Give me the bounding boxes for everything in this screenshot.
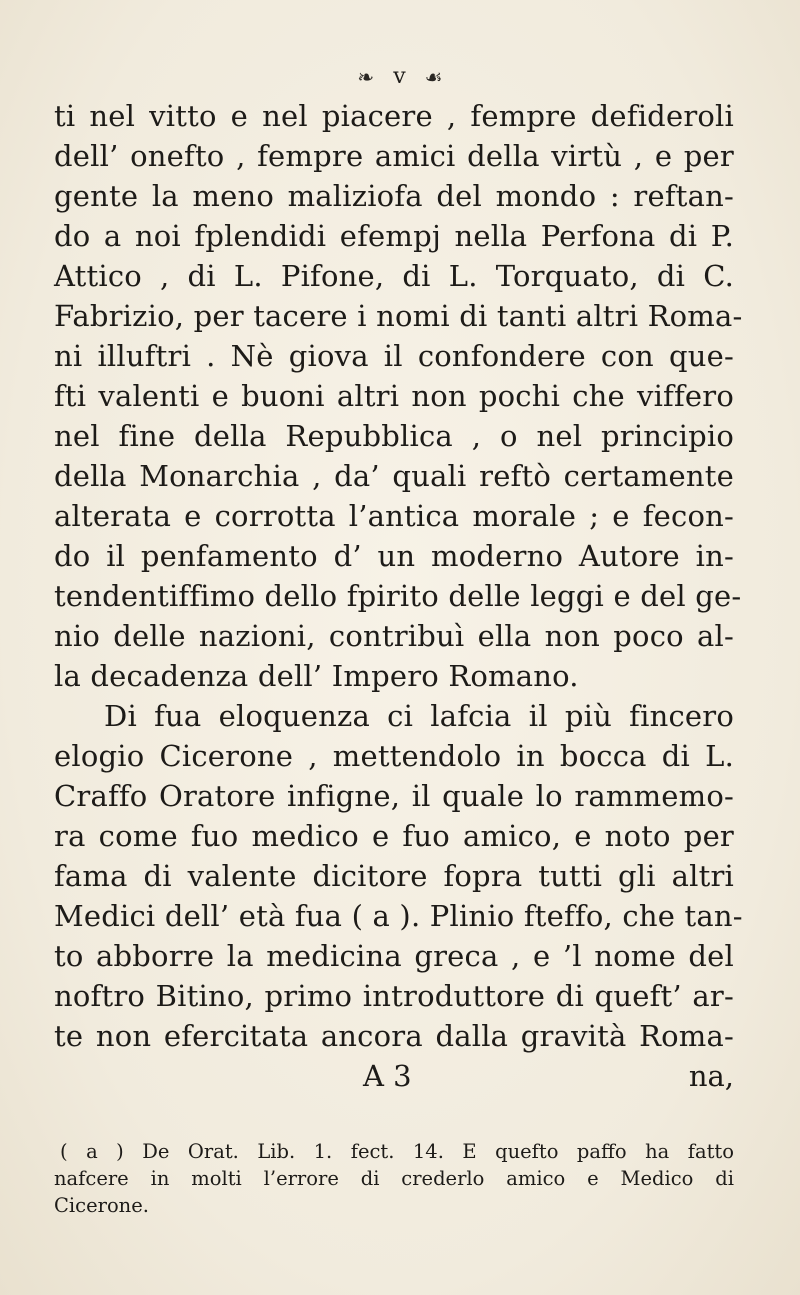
- text-line: ti nel vitto e nel piacere , fempre defideroli: [54, 99, 734, 133]
- text-line: dell’ onefto , fempre amici della virtù , e per: [54, 139, 734, 173]
- text-line: Fabrizio, per tacere i nomi di tanti altri Roma-: [54, 299, 743, 333]
- footnote-line: ( a ) De Orat. Lib. 1. fect. 14. E quefto paffo ha fatto: [60, 1140, 734, 1163]
- text-line: fti valenti e buoni altri non pochi che viffero: [54, 379, 734, 413]
- signature-line: [54, 1056, 734, 1096]
- left-ornament-icon: ❧: [357, 65, 375, 89]
- catchword: na,: [688, 1059, 734, 1093]
- text-line: noftro Bitino, primo introduttore di queft’ ar-: [54, 979, 734, 1013]
- text-line: alterata e corrotta l’antica morale ; e fecon-: [54, 499, 734, 533]
- text-line: nio delle nazioni, contribuì ella non poco al-: [54, 619, 734, 653]
- main-text: [54, 96, 743, 1096]
- paragraph-start-line: Di fua eloquenza ci lafcia il più fincero: [104, 699, 734, 733]
- text-line: te non efercitata ancora dalla gravità Roma-: [54, 1019, 734, 1053]
- text-line: ni illuftri . Nè giova il confondere con que-: [54, 339, 734, 373]
- text-line: della Monarchia , da’ quali reftò certamente: [54, 459, 734, 493]
- text-line: nel fine della Repubblica , o nel principio: [54, 419, 734, 453]
- text-line: to abborre la medicina greca , e ’l nome del: [54, 939, 734, 973]
- text-line: tendentiffimo dello fpirito delle leggi e del ge-: [54, 579, 742, 613]
- text-line: Attico , di L. Pifone, di L. Torquato, di C.: [54, 259, 734, 293]
- text-line: do il penfamento d’ un moderno Autore in-: [54, 539, 734, 573]
- text-line: Medici dell’ età fua ( a ). Plinio fteffo, che tan-: [54, 899, 743, 933]
- text-line: elogio Cicerone , mettendolo in bocca di L.: [54, 739, 734, 773]
- signature-mark: A 3: [363, 1059, 412, 1093]
- text-line: do a noi fplendidi efempj nella Perfona di P.: [54, 219, 734, 253]
- text-line: fama di valente dicitore fopra tutti gli altri: [54, 859, 734, 893]
- text-line: Craffo Oratore infigne, il quale lo rammemo-: [54, 779, 734, 813]
- text-line: ra come fuo medico e fuo amico, e noto per: [54, 819, 734, 853]
- footnote-line: nafcere in molti l’errore di crederlo amico e Medico di: [54, 1167, 734, 1190]
- footnote-line: Cicerone.: [54, 1194, 149, 1217]
- text-line: gente la meno maliziofa del mondo : reftan-: [54, 179, 734, 213]
- paragraph-end-line: la decadenza dell’ Impero Romano.: [54, 659, 579, 693]
- page-number: v: [393, 64, 406, 89]
- page-header: [0, 66, 800, 88]
- right-ornament-icon: ☙: [424, 65, 443, 89]
- footnote: [54, 1138, 734, 1219]
